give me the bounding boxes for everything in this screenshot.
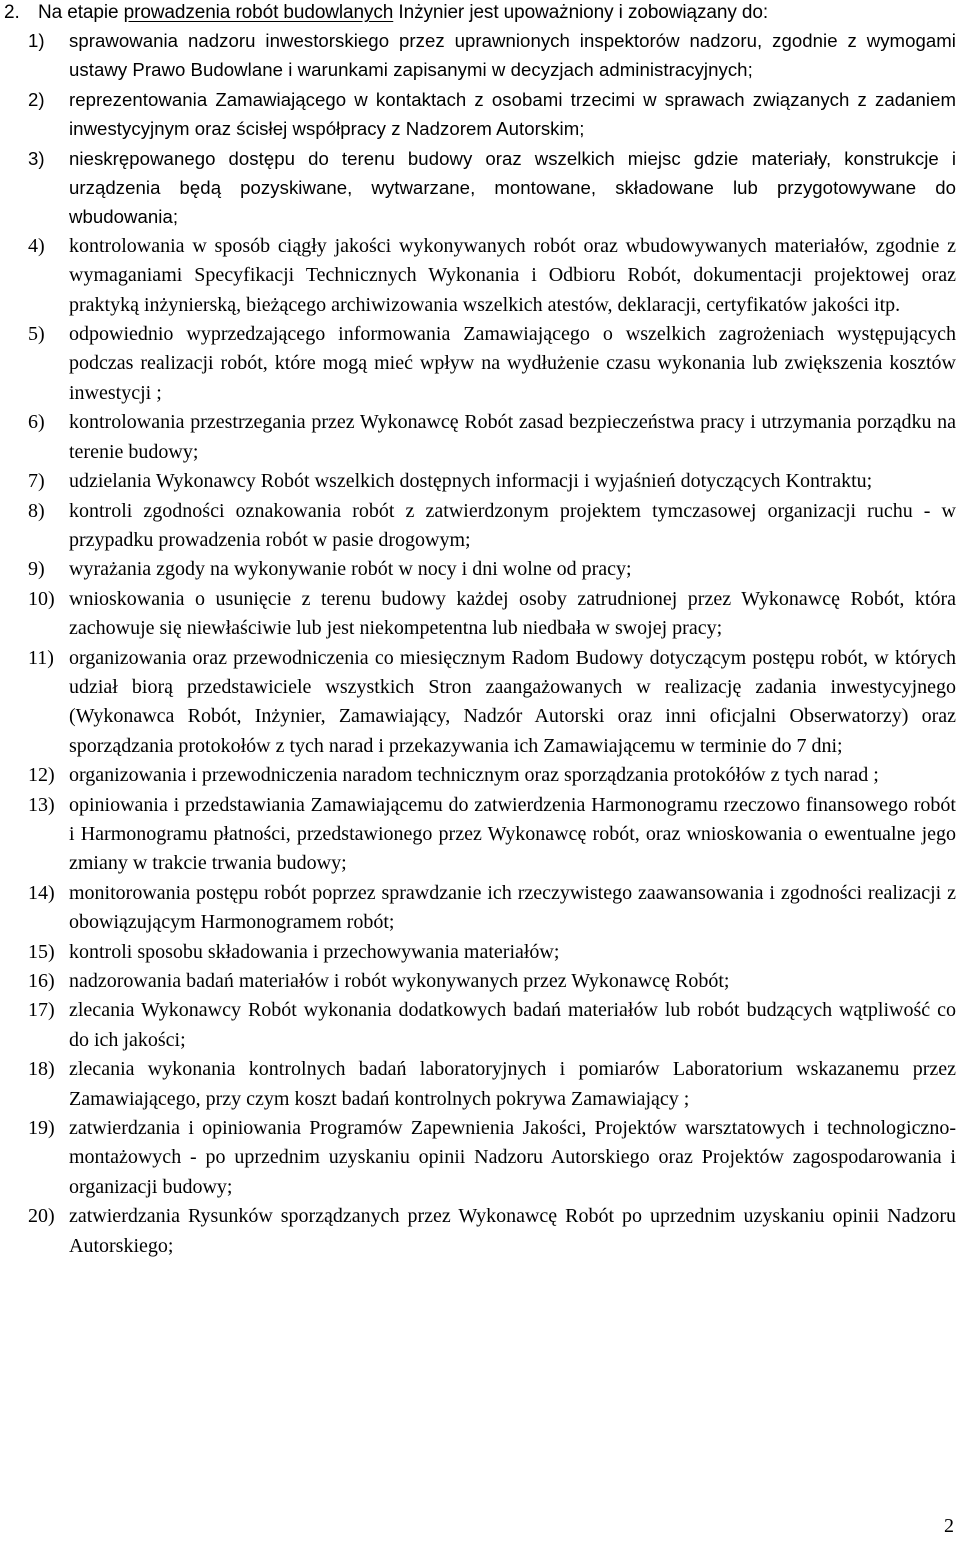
list-item-17 bbox=[28, 996, 956, 1055]
item-text: wnioskowania o usunięcie z terenu budowy każdej osoby zatrudnionej przez Wykonawcę Robót, która zachowuje się niewłaściwie lub jest niekompetentna lub niedbała w swojej pracy; bbox=[69, 587, 956, 640]
item-number: 12) bbox=[28, 764, 55, 787]
heading-underlined-text: prowadzenia robót budowlanych bbox=[123, 2, 394, 23]
item-text: nadzorowania badań materiałów i robót wykonywanych przez Wykonawcę Robót; bbox=[69, 970, 730, 992]
item-number: 11) bbox=[28, 646, 54, 669]
item-text: zlecania wykonania kontrolnych badań laboratoryjnych i pomiarów Laboratorium wskazanemu przez Zamawiającego, przy czym koszt badań kontrolnych pokrywa Zamawiający ; bbox=[69, 1058, 956, 1110]
list-item-1 bbox=[28, 26, 956, 85]
item-number: 6) bbox=[28, 411, 45, 434]
list-item-18 bbox=[28, 1055, 956, 1114]
item-number: 3) bbox=[28, 147, 45, 169]
item-number: 2) bbox=[28, 88, 45, 110]
item-text: zlecania Wykonawcy Robót wykonania dodatkowych badań materiałów lub robót budzących wątpliwość co do ich jakości; bbox=[69, 999, 956, 1051]
item-number: 14) bbox=[28, 881, 55, 904]
page-number: 2 bbox=[944, 1515, 954, 1537]
item-number: 19) bbox=[28, 1117, 55, 1140]
item-number: 20) bbox=[28, 1205, 55, 1228]
list-item-8 bbox=[28, 497, 956, 556]
item-text: sprawowania nadzoru inwestorskiego przez uprawnionych inspektorów nadzoru, zgodnie z wymogami ustawy Prawo Budowlane i warunkami zapisanymi w decyzjach administracyjnych; bbox=[69, 30, 956, 81]
item-text: odpowiednio wyprzedzającego informowania Zamawiającego o wszelkich zagrożeniach występujących podczas realizacji robót, które mogą mieć wpływ na wydłużenie czasu wykonania lub zwiększenia kosztów inwestycji ; bbox=[69, 323, 956, 404]
list-item-5 bbox=[28, 320, 956, 408]
item-text: kontroli zgodności oznakowania robót z zatwierdzonym projektem tymczasowej organizacji ruchu - w przypadku prowadzenia robót w pasie drogowym; bbox=[69, 499, 956, 551]
list-item-9 bbox=[28, 555, 956, 584]
item-number: 4) bbox=[28, 234, 45, 257]
item-number: 17) bbox=[28, 999, 55, 1022]
item-number: 10) bbox=[28, 587, 55, 610]
list-item-11 bbox=[28, 644, 956, 762]
item-text: nieskrępowanego dostępu do terenu budowy oraz wszelkich miejsc gdzie materiały, konstrukcje i urządzenia będą pozyskiwane, wytwarzane, montowane, składowane lub przygotowywane do wbudowania; bbox=[69, 147, 956, 228]
list-item-4 bbox=[28, 232, 956, 320]
item-number: 16) bbox=[28, 970, 55, 992]
item-text: wyrażania zgody na wykonywanie robót w nocy i dni wolne od pracy; bbox=[69, 558, 632, 581]
item-text: kontrolowania w sposób ciągły jakości wykonywanych robót oraz wbudowywanych materiałów, zgodnie z wymaganiami Specyfikacji Technicznych Wykonania i Odbioru Robót, dokumentacji projektowej oraz praktyką inżynierską, bieżącego archiwizowania wszelkich atestów, deklaracji, certyfikatów jakości itp. bbox=[69, 234, 956, 316]
list-item-16 bbox=[28, 967, 956, 996]
item-number: 8) bbox=[28, 499, 45, 522]
item-text: kontrolowania przestrzegania przez Wykonawcę Robót zasad bezpieczeństwa pracy i utrzymania porządku na terenie budowy; bbox=[69, 411, 956, 463]
item-number: 9) bbox=[28, 558, 45, 581]
list-item-7 bbox=[28, 467, 956, 496]
item-text: kontroli sposobu składowania i przechowywania materiałów; bbox=[69, 940, 560, 963]
list-item-2 bbox=[28, 85, 956, 144]
item-text: zatwierdzania i opiniowania Programów Zapewnienia Jakości, Projektów warsztatowych i technologiczno-montażowych - po uprzednim uzyskaniu opinii Nadzoru Autorskiego oraz Projektów zagospodarowania i organizacji budowy; bbox=[69, 1117, 956, 1198]
item-text: opiniowania i przedstawiania Zamawiającemu do zatwierdzenia Harmonogramu rzeczowo finansowego robót i Harmonogramu płatności, przedstawionego przez Wykonawcę robót, oraz wnioskowania o ewentualne jego zmiany w trakcie trwania budowy; bbox=[69, 793, 956, 875]
item-number: 7) bbox=[28, 470, 45, 493]
list-item-12 bbox=[28, 761, 956, 790]
section-heading bbox=[4, 0, 952, 27]
list-item-14 bbox=[28, 879, 956, 938]
item-number: 1) bbox=[28, 30, 45, 51]
heading-text-pre: Na etapie bbox=[38, 2, 124, 23]
item-text: organizowania i przewodniczenia naradom technicznym oraz sporządzania protokółów z tych narad ; bbox=[69, 764, 879, 787]
list-item-6 bbox=[28, 408, 956, 467]
list-item-15 bbox=[28, 938, 956, 967]
item-number: 5) bbox=[28, 323, 45, 346]
item-text: reprezentowania Zamawiającego w kontaktach z osobami trzecimi w sprawach związanych z zadaniem inwestycyjnym oraz ścisłej współpracy z Nadzorem Autorskim; bbox=[69, 88, 956, 140]
list-item-19 bbox=[28, 1114, 956, 1202]
section-number: 2. bbox=[4, 2, 20, 23]
item-number: 13) bbox=[28, 793, 55, 816]
list-item-3 bbox=[28, 144, 956, 232]
item-number: 15) bbox=[28, 940, 55, 963]
item-text: udzielania Wykonawcy Robót wszelkich dostępnych informacji i wyjaśnień dotyczących Kontraktu; bbox=[69, 470, 873, 493]
heading-text-post: Inżynier jest upoważniony i zobowiązany do: bbox=[393, 2, 769, 23]
list-item-20 bbox=[28, 1202, 956, 1261]
item-text: monitorowania postępu robót poprzez sprawdzanie ich rzeczywistego zaawansowania i zgodności realizacji z obowiązującym Harmonogramem robót; bbox=[69, 881, 956, 934]
list-item-13 bbox=[28, 791, 956, 879]
list-item-10 bbox=[28, 585, 956, 644]
item-text: zatwierdzania Rysunków sporządzanych przez Wykonawcę Robót po uprzednim uzyskaniu opinii Nadzoru Autorskiego; bbox=[69, 1205, 956, 1257]
duties-list bbox=[28, 26, 956, 1261]
item-number: 18) bbox=[28, 1058, 55, 1081]
item-text: organizowania oraz przewodniczenia co miesięcznym Radom Budowy dotyczącym postępu robót, w których udział biorą przedstawiciele wszystkich Stron zaangażowanych w realizację zadania inwestycyjnego (Wykonawca Robót, Inżynier, Zamawiający, Nadzór Autorski oraz inni oficjalni Obserwatorzy) oraz sporządzania protokołów z tych narad i przekazywania ich Zamawiającemu w terminie do 7 dni; bbox=[69, 646, 956, 757]
